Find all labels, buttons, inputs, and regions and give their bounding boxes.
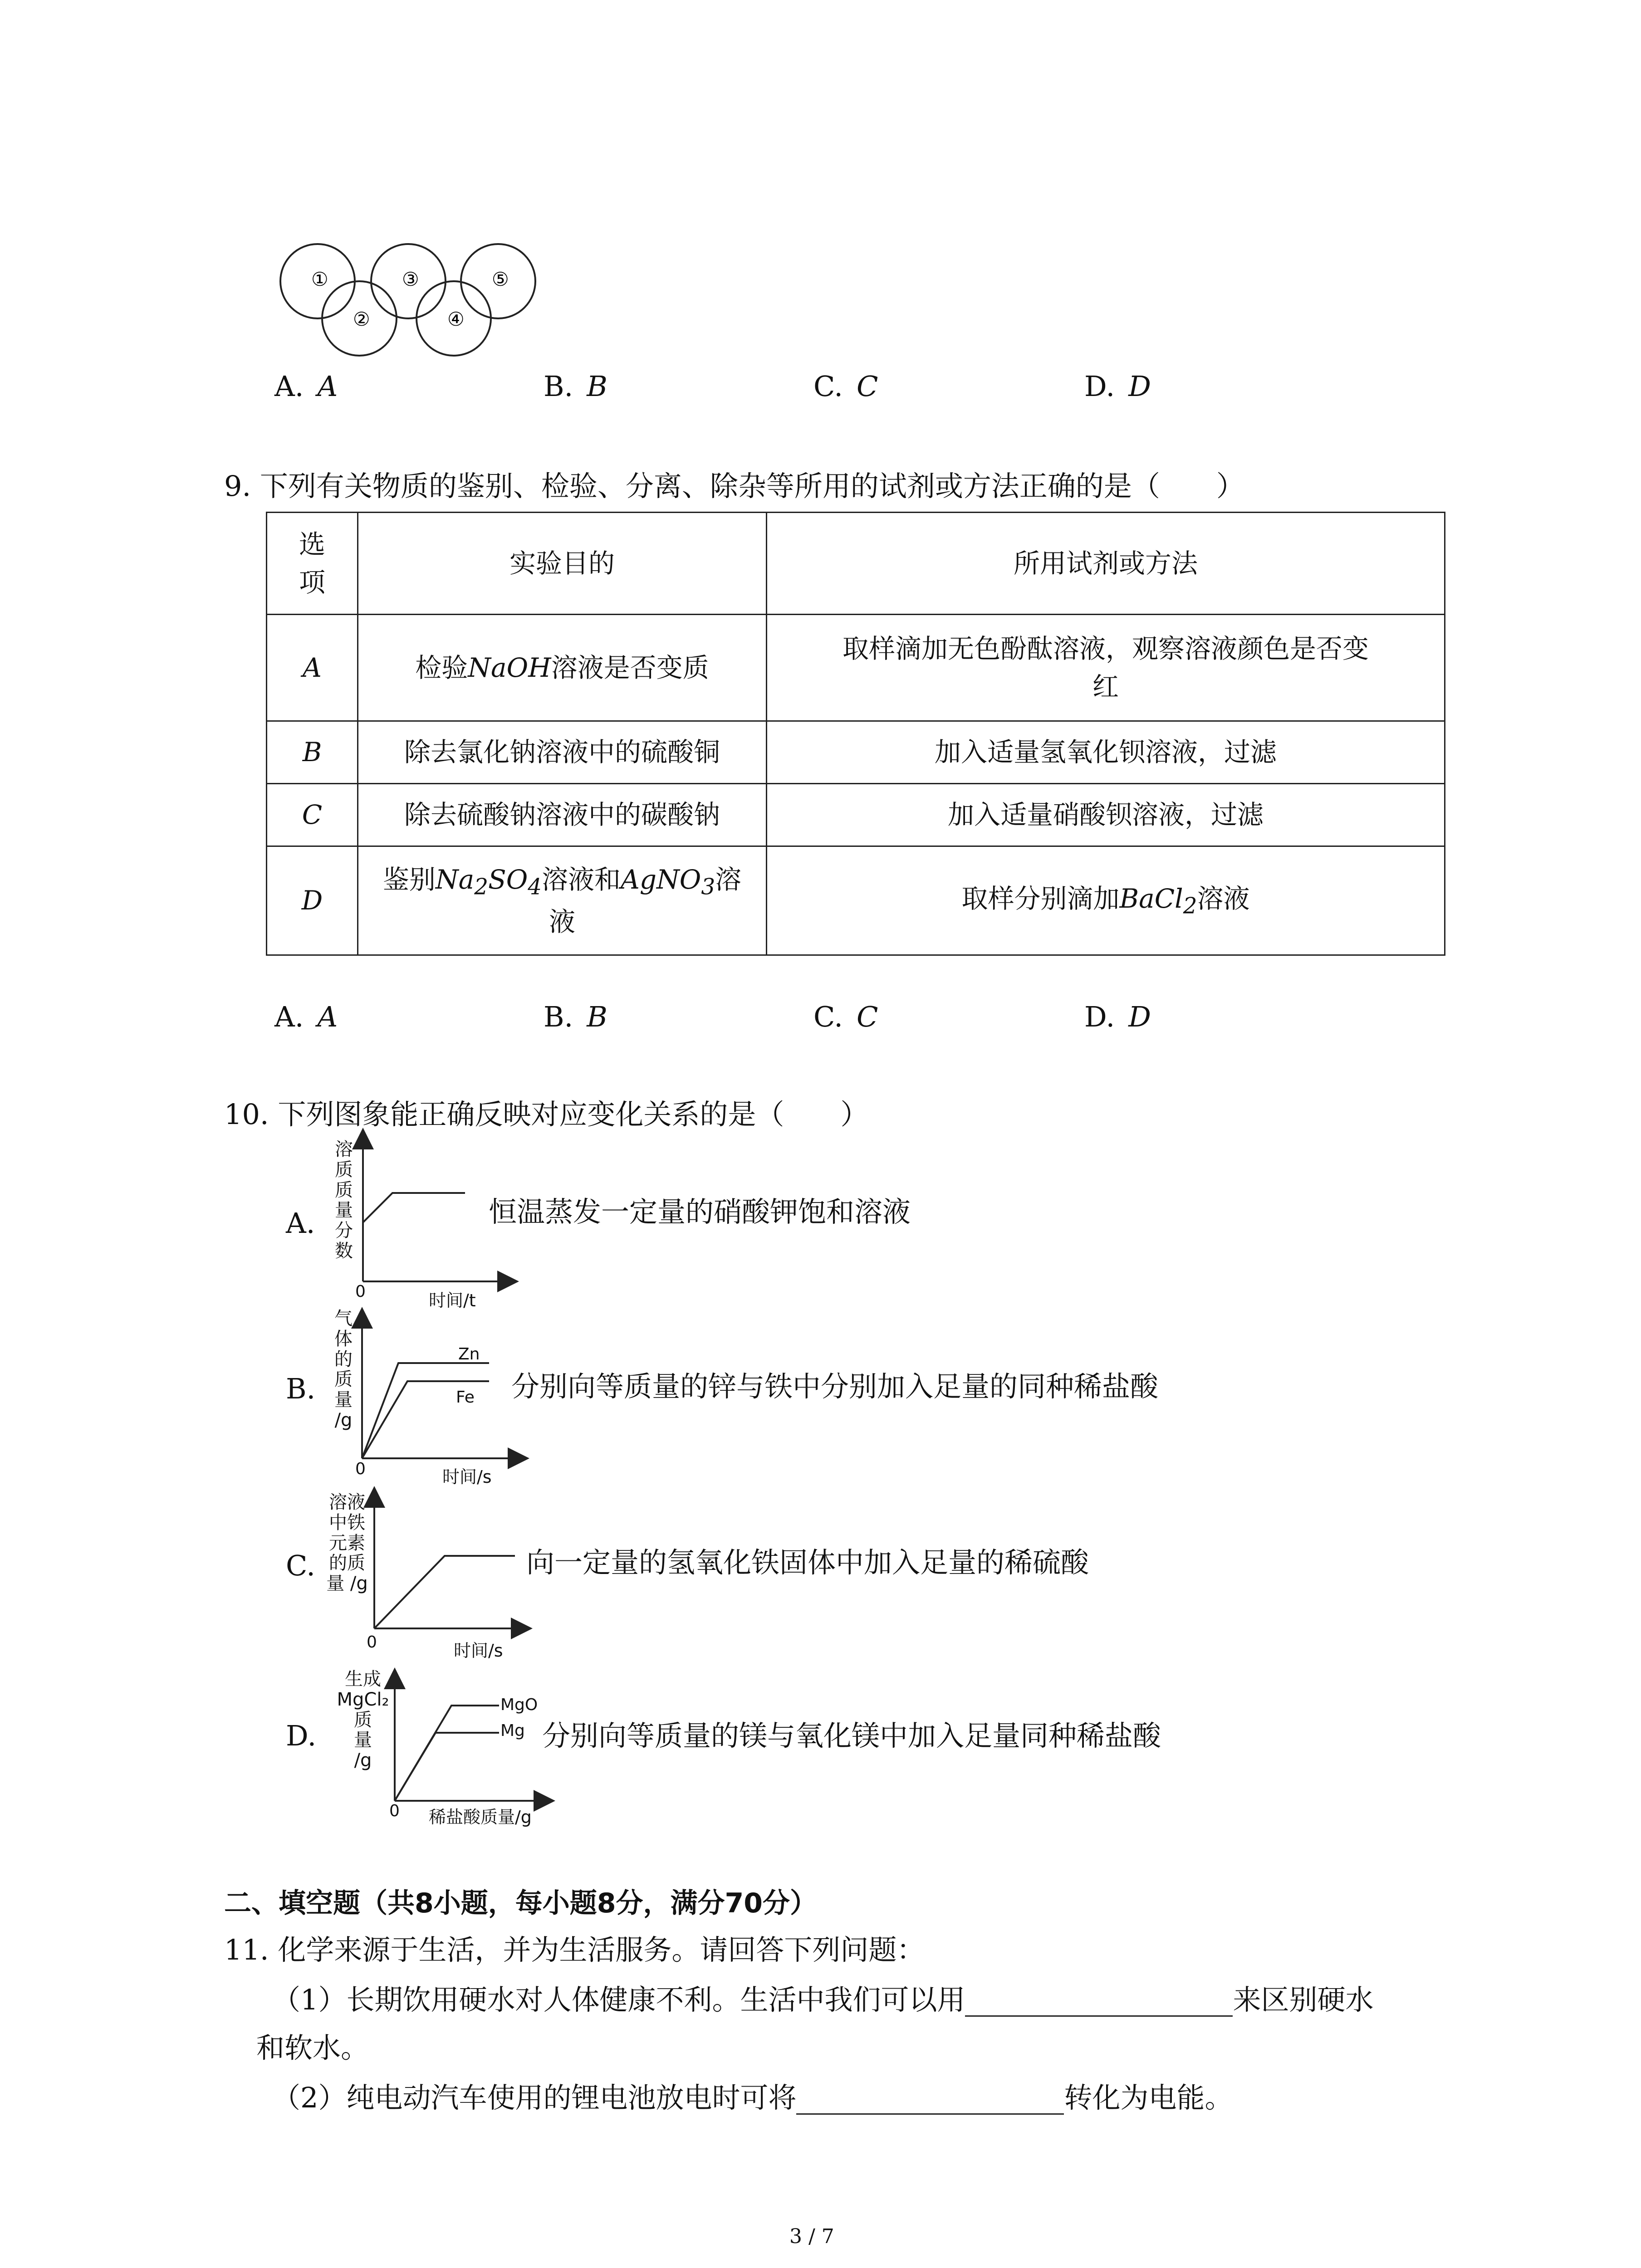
q10-b-graph [358,1313,530,1463]
header-method: 所用试剂或方法 [767,513,1445,615]
q11-stem [224,1933,925,1967]
q10-d-origin: 0 [389,1802,400,1820]
q10-c-curve [374,1556,515,1628]
q10-d-ylabel: 生成 MgCl₂ 质 量 /g [337,1669,389,1771]
q9-stem-text: 下列有关物质的鉴别、检验、分离、除杂等所用的试剂或方法正确的是（ ） [260,469,1244,503]
table-row [267,615,1445,721]
q10-c-origin: 0 [367,1633,377,1652]
q8-circle-label-3: ③ [402,268,419,290]
q10-b-origin: 0 [355,1460,366,1478]
q9-number: 9. [224,469,251,503]
q10-option-c-label[interactable]: C. [286,1549,315,1582]
q10-number: 10. [224,1098,269,1131]
q8-circle-label-5: ⑤ [492,268,509,290]
q10-a-origin: 0 [355,1282,366,1301]
q10-a-ylabel: 溶 质 质 量 分 数 [335,1139,353,1261]
q9-stem [224,469,1244,503]
q10-a-xlabel: 时间/t [429,1290,476,1310]
row-a-option: A [267,615,358,721]
q10-d-description: 分别向等质量的镁与氧化镁中加入足量同种稀盐酸 [542,1719,1161,1752]
row-c-method: 加入适量硝酸钡溶液，过滤 [767,784,1445,846]
row-a-purpose: 检验NaOH溶液是否变质 [358,615,767,721]
q10-option-b-label[interactable]: B. [286,1372,316,1405]
q11-part1-answer-blank[interactable] [965,1987,1233,2017]
q9-table [266,512,1445,956]
q11-stem-text: 化学来源于生活，并为生活服务。请回答下列问题： [278,1933,925,1966]
q8-option-d[interactable]: D. D [1084,370,1151,403]
q10-c-ylabel: 溶液 中铁 元素 的质 量 /g [326,1492,368,1594]
q10-d-curve-mgo [395,1706,499,1801]
q10-b-description: 分别向等质量的锌与铁中分别加入足量的同种稀盐酸 [511,1370,1159,1403]
q9-option-a[interactable]: A. A [274,1000,338,1033]
row-d-option: D [267,846,358,955]
q8-option-a[interactable]: A. A [274,370,338,403]
row-c-purpose: 除去硫酸钠溶液中的碳酸钠 [358,784,767,846]
q10-stem-text: 下列图象能正确反映对应变化关系的是（ ） [278,1098,869,1131]
q10-a-description: 恒温蒸发一定量的硝酸钾饱和溶液 [489,1195,911,1228]
q10-b-ylabel: 气 体 的 质 量 /g [334,1308,353,1431]
row-b-method: 加入适量氢氧化钡溶液，过滤 [767,721,1445,784]
q9-option-c[interactable]: C. C [813,1000,878,1033]
q8-circle-label-1: ① [311,268,328,290]
section-title: 二、填空题（共8小题，每小题8分，满分70分） [224,1887,817,1919]
table-row [267,846,1445,955]
q10-b-curve-zn [362,1363,489,1458]
q11-number: 11. [224,1933,269,1966]
row-c-option: C [267,784,358,846]
q9-option-d[interactable]: D. D [1084,1000,1151,1033]
q10-b-xlabel: 时间/s [442,1467,492,1487]
q10-c-graph [370,1492,533,1642]
header-option: 选 项 [267,513,358,615]
q11-part2: （2）纯电动汽车使用的锂电池放电时可将 转化为电能。 [272,2081,1233,2114]
q8-option-c[interactable]: C. C [813,370,878,403]
q10-b-curve1-label: Zn [458,1345,480,1364]
q8-option-b[interactable]: B. B [544,370,607,403]
row-a-method: 取样滴加无色酚酞溶液，观察溶液颜色是否变 红 [767,615,1445,721]
q8-circle-label-4: ④ [447,308,465,330]
row-b-purpose: 除去氯化钠溶液中的硫酸铜 [358,721,767,784]
q8-circle-label-2: ② [353,308,370,330]
table-row [267,784,1445,846]
q10-d-xlabel: 稀盐酸质量/g [429,1807,532,1827]
q10-c-description: 向一定量的氢氧化铁固体中加入足量的稀硫酸 [526,1546,1089,1579]
q10-c-xlabel: 时间/s [454,1641,503,1661]
q10-option-d-label[interactable]: D. [286,1719,317,1752]
q10-d-curve2-label: Mg [500,1721,525,1740]
q11-part1: （1）长期饮用硬水对人体健康不利。生活中我们可以用 来区别硬水 [272,1983,1374,2016]
q9-option-b[interactable]: B. B [544,1000,607,1033]
q11-part2-answer-blank[interactable] [796,2085,1064,2115]
row-d-method: 取样分别滴加BaCl$_2$溶液 [767,846,1445,955]
row-b-option: B [267,721,358,784]
q10-b-curve2-label: Fe [456,1388,475,1407]
table-row [267,721,1445,784]
q10-option-a-label[interactable]: A. [286,1207,315,1240]
header-purpose: 实验目的 [358,513,767,615]
table-header-row [267,513,1445,615]
q10-d-curve-mg [395,1733,499,1801]
q8-circles-figure [268,240,549,363]
q10-a-curve [363,1193,465,1222]
q11-part1-line2: 和软水。 [256,2031,369,2064]
q10-stem [224,1098,868,1131]
q10-d-graph [390,1674,554,1810]
q10-d-curve1-label: MgO [500,1696,538,1714]
row-d-purpose: 鉴别$Na_2SO_4$溶液和AgNO$_3$溶 液 [358,846,767,955]
page-number: 3 / 7 [789,2225,834,2248]
